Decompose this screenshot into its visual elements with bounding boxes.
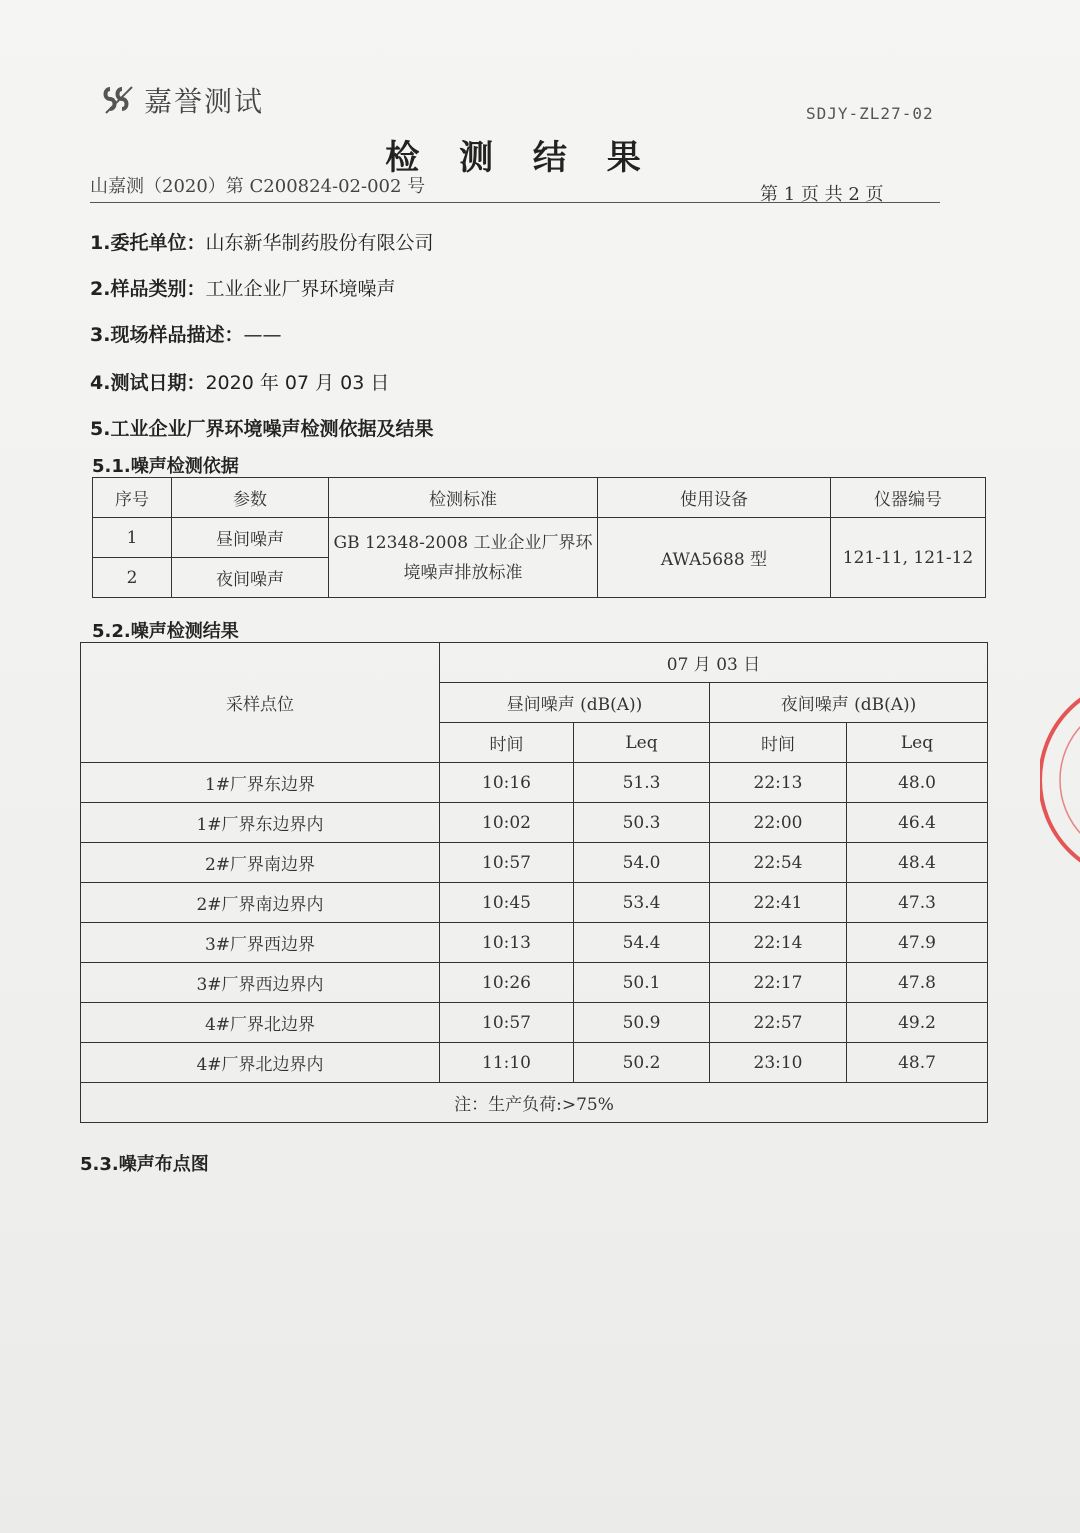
section-5-2-title: 5.2.噪声检测结果 (92, 621, 239, 642)
header-cell: 检测标准 (329, 478, 598, 518)
day-time-header: 时间 (440, 723, 574, 763)
day-leq-cell: 50.9 (574, 1003, 710, 1043)
night-leq-header: Leq (847, 723, 988, 763)
header-cell: 参数 (172, 478, 329, 518)
night-time-cell: 22:41 (710, 883, 847, 923)
table-row (81, 803, 988, 843)
logo-text: 嘉誉测试 (144, 85, 265, 118)
red-seal-stamp (1040, 670, 1080, 890)
night-leq-cell: 49.2 (847, 1003, 988, 1043)
page-indicator: 第 1 页 共 2 页 (760, 184, 884, 205)
field-value: —— (243, 324, 282, 346)
night-time-cell: 22:17 (710, 963, 847, 1003)
table-header-row (81, 643, 988, 683)
field-client (90, 228, 433, 255)
night-time-cell: 22:54 (710, 843, 847, 883)
document-code: SDJY-ZL27-02 (806, 104, 934, 123)
field-value: 2020 年 07 月 03 日 (205, 372, 390, 394)
point-header: 采样点位 (81, 643, 440, 763)
day-time-cell: 11:10 (440, 1043, 574, 1083)
day-time-cell: 10:45 (440, 883, 574, 923)
standard-cell: GB 12348-2008 工业企业厂界环境噪声排放标准 (329, 518, 598, 598)
table-row (81, 923, 988, 963)
row-number: 2 (93, 558, 172, 598)
field-test-date (90, 368, 389, 395)
day-time-cell: 10:02 (440, 803, 574, 843)
point-cell: 1#厂界东边界 (81, 763, 440, 803)
section-5-1-title: 5.1.噪声检测依据 (92, 456, 239, 477)
header-cell: 使用设备 (598, 478, 831, 518)
results-body (81, 763, 988, 1083)
day-leq-cell: 50.2 (574, 1043, 710, 1083)
table-row (81, 763, 988, 803)
field-sample-description (90, 320, 281, 347)
row-number: 1 (93, 518, 172, 558)
night-noise-header: 夜间噪声 (dB(A)) (710, 683, 988, 723)
table-header-row (93, 478, 986, 518)
field-label: 4.测试日期： (90, 372, 206, 394)
point-cell: 2#厂界南边界内 (81, 883, 440, 923)
night-leq-cell: 48.0 (847, 763, 988, 803)
note-cell: 注：生产负荷:>75% (81, 1083, 988, 1123)
night-time-cell: 22:13 (710, 763, 847, 803)
night-leq-cell: 47.9 (847, 923, 988, 963)
night-leq-cell: 46.4 (847, 803, 988, 843)
night-leq-cell: 48.4 (847, 843, 988, 883)
table-row (81, 883, 988, 923)
note-row (81, 1083, 988, 1123)
equipment-cell: AWA5688 型 (598, 518, 831, 598)
section-5-3-title: 5.3.噪声布点图 (80, 1154, 209, 1175)
day-leq-cell: 50.1 (574, 963, 710, 1003)
header-cell: 序号 (93, 478, 172, 518)
table-row (81, 843, 988, 883)
point-cell: 3#厂界西边界内 (81, 963, 440, 1003)
logo-icon (102, 83, 136, 117)
instrument-number-cell: 121-11, 121-12 (831, 518, 986, 598)
day-leq-cell: 51.3 (574, 763, 710, 803)
night-leq-cell: 47.3 (847, 883, 988, 923)
day-time-cell: 10:16 (440, 763, 574, 803)
day-time-cell: 10:57 (440, 1003, 574, 1043)
parameter-cell: 昼间噪声 (172, 518, 329, 558)
day-time-cell: 10:57 (440, 843, 574, 883)
day-leq-header: Leq (574, 723, 710, 763)
night-time-cell: 22:57 (710, 1003, 847, 1043)
header-cell: 仪器编号 (831, 478, 986, 518)
point-cell: 4#厂界北边界 (81, 1003, 440, 1043)
point-cell: 1#厂界东边界内 (81, 803, 440, 843)
point-cell: 2#厂界南边界 (81, 843, 440, 883)
date-header: 07 月 03 日 (440, 643, 988, 683)
day-leq-cell: 53.4 (574, 883, 710, 923)
report-number: 山嘉测（2020）第 C200824-02-002 号 (90, 176, 426, 197)
field-value: 山东新华制药股份有限公司 (205, 232, 434, 254)
point-cell: 4#厂界北边界内 (81, 1043, 440, 1083)
header-divider (90, 202, 940, 203)
day-time-cell: 10:26 (440, 963, 574, 1003)
page-title: 检 测 结 果 (385, 138, 655, 178)
point-cell: 3#厂界西边界 (81, 923, 440, 963)
field-label: 1.委托单位： (90, 232, 206, 254)
night-time-header: 时间 (710, 723, 847, 763)
field-label: 2.样品类别： (90, 278, 206, 300)
company-logo (102, 80, 264, 120)
night-time-cell: 22:14 (710, 923, 847, 963)
parameter-cell: 夜间噪声 (172, 558, 329, 598)
night-leq-cell: 47.8 (847, 963, 988, 1003)
night-leq-cell: 48.7 (847, 1043, 988, 1083)
table-row (81, 1043, 988, 1083)
day-leq-cell: 54.0 (574, 843, 710, 883)
table-row (93, 518, 986, 558)
day-leq-cell: 50.3 (574, 803, 710, 843)
results-table (80, 642, 988, 1123)
section-5-title: 5.工业企业厂界环境噪声检测依据及结果 (90, 418, 434, 440)
night-time-cell: 22:00 (710, 803, 847, 843)
table-row (81, 963, 988, 1003)
night-time-cell: 23:10 (710, 1043, 847, 1083)
field-label: 3.现场样品描述： (90, 324, 244, 346)
basis-table (92, 477, 986, 598)
day-leq-cell: 54.4 (574, 923, 710, 963)
field-value: 工业企业厂界环境噪声 (205, 278, 396, 300)
table-row (81, 1003, 988, 1043)
day-noise-header: 昼间噪声 (dB(A)) (440, 683, 710, 723)
day-time-cell: 10:13 (440, 923, 574, 963)
field-sample-type (90, 274, 395, 301)
